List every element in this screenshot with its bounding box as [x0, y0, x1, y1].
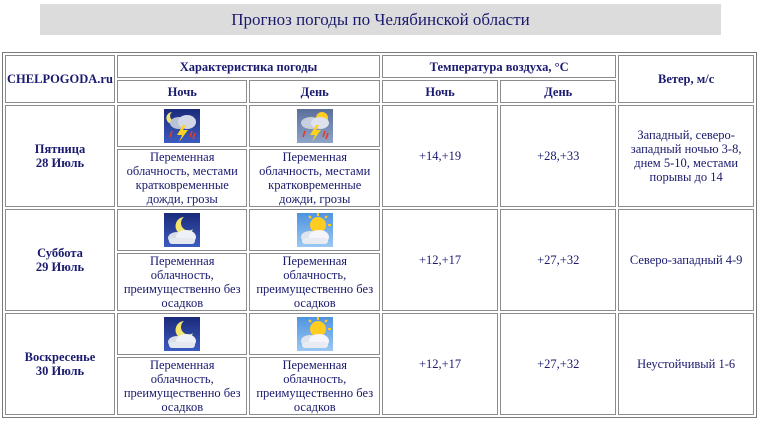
day-icon-cell: [249, 105, 380, 147]
thunderstorm-night-icon: [164, 109, 200, 143]
forecast-table: [2, 52, 757, 418]
header-temperature: Температура воздуха, °С: [382, 55, 616, 78]
temp-day: +27,+32: [500, 313, 616, 415]
sun-cloud-icon: [297, 213, 333, 247]
subheader-temp-night: Ночь: [382, 80, 498, 103]
site-name: CHELPOGODA.ru: [5, 55, 115, 103]
wind: Западный, северо-западный ночью 3-8, днем 5-10, местами порывы до 14: [618, 105, 754, 207]
temp-night: +12,+17: [382, 313, 498, 415]
weekday: Суббота: [37, 246, 83, 260]
subheader-weather-night: Ночь: [117, 80, 248, 103]
moon-cloud-icon: [164, 213, 200, 247]
header-weather: Характеристика погоды: [117, 55, 380, 78]
day-label: [5, 313, 115, 415]
subheader-weather-day: День: [249, 80, 380, 103]
night-description: Переменная облачность, преимущественно без осадков: [117, 357, 248, 415]
page-title: Прогноз погоды по Челябинской области: [40, 4, 721, 35]
date: 28 Июль: [35, 156, 85, 170]
day-icon-cell: [249, 313, 380, 355]
moon-cloud-icon: [164, 317, 200, 351]
day-label: [5, 105, 115, 207]
temp-day: +28,+33: [500, 105, 616, 207]
temp-night: +14,+19: [382, 105, 498, 207]
night-icon-cell: [117, 313, 248, 355]
night-icon-cell: [117, 209, 248, 251]
wind: Северо-западный 4-9: [618, 209, 754, 311]
date: 30 Июль: [35, 364, 85, 378]
night-description: Переменная облачность, преимущественно без осадков: [117, 253, 248, 311]
subheader-temp-day: День: [500, 80, 616, 103]
day-label: [5, 209, 115, 311]
weekday: Пятница: [34, 142, 86, 156]
night-icon-cell: [117, 105, 248, 147]
wind: Неустойчивый 1-6: [618, 313, 754, 415]
day-icon-cell: [249, 209, 380, 251]
weekday: Воскресенье: [24, 350, 96, 364]
date: 29 Июль: [35, 260, 85, 274]
day-description: Переменная облачность, преимущественно без осадков: [249, 357, 380, 415]
thunderstorm-day-icon: [297, 109, 333, 143]
header-wind: Ветер, м/с: [618, 55, 754, 103]
temp-night: +12,+17: [382, 209, 498, 311]
day-description: Переменная облачность, преимущественно без осадков: [249, 253, 380, 311]
sun-cloud-icon: [297, 317, 333, 351]
night-description: Переменная облачность, местами кратковременные дожди, грозы: [117, 149, 248, 207]
temp-day: +27,+32: [500, 209, 616, 311]
day-description: Переменная облачность, местами кратковременные дожди, грозы: [249, 149, 380, 207]
